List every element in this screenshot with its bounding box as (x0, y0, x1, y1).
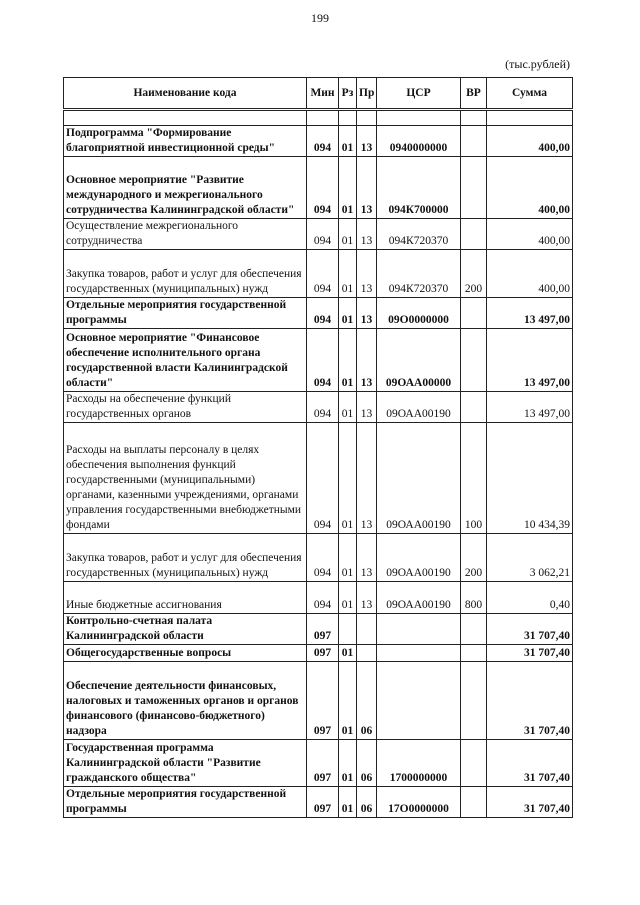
row-min: 097 (307, 740, 339, 787)
row-csr (377, 645, 461, 662)
row-pr (357, 614, 377, 645)
row-pr: 13 (357, 157, 377, 219)
row-sum: 13 497,00 (487, 392, 573, 423)
table-row (64, 126, 573, 157)
row-sum: 31 707,40 (487, 662, 573, 740)
header-pr: Пр (357, 78, 377, 110)
row-rz: 01 (339, 534, 357, 582)
header-vr: ВР (461, 78, 487, 110)
row-min: 094 (307, 250, 339, 298)
row-csr: 09ОАА00190 (377, 534, 461, 582)
spacer-row (64, 110, 573, 126)
row-vr (461, 740, 487, 787)
row-min: 094 (307, 534, 339, 582)
table-row (64, 645, 573, 662)
row-vr: 100 (461, 423, 487, 534)
row-rz: 01 (339, 329, 357, 392)
row-csr: 09ОАА00000 (377, 329, 461, 392)
row-csr (377, 662, 461, 740)
row-rz: 01 (339, 250, 357, 298)
row-min: 094 (307, 423, 339, 534)
row-sum: 10 434,39 (487, 423, 573, 534)
row-csr: 09ОАА00190 (377, 423, 461, 534)
table-row (64, 662, 573, 740)
row-name: Закупка товаров, работ и услуг для обеспечения государственных (муниципальных) нужд (64, 250, 307, 298)
row-rz: 01 (339, 157, 357, 219)
row-min: 094 (307, 298, 339, 329)
row-csr: 094К720370 (377, 219, 461, 250)
row-name: Основное мероприятие "Развитие международного и межрегионального сотрудничества Калининградской области" (64, 157, 307, 219)
table-row (64, 740, 573, 787)
table-row (64, 534, 573, 582)
table-row (64, 157, 573, 219)
row-csr: 0940000000 (377, 126, 461, 157)
row-sum: 31 707,40 (487, 614, 573, 645)
header-name: Наименование кода (64, 78, 307, 110)
row-pr: 06 (357, 787, 377, 818)
row-name: Осуществление межрегионального сотрудничества (64, 219, 307, 250)
row-rz: 01 (339, 645, 357, 662)
row-sum: 400,00 (487, 219, 573, 250)
row-sum: 31 707,40 (487, 787, 573, 818)
row-pr: 13 (357, 126, 377, 157)
row-rz: 01 (339, 662, 357, 740)
row-name: Закупка товаров, работ и услуг для обеспечения государственных (муниципальных) нужд (64, 534, 307, 582)
row-min: 097 (307, 662, 339, 740)
table-row (64, 787, 573, 818)
row-rz: 01 (339, 740, 357, 787)
table-row (64, 582, 573, 614)
header-csr: ЦСР (377, 78, 461, 110)
row-rz: 01 (339, 219, 357, 250)
table-header-row (64, 78, 573, 110)
page-number: 199 (311, 11, 329, 25)
row-vr: 200 (461, 250, 487, 298)
table-row (64, 219, 573, 250)
row-name: Основное мероприятие "Финансовое обеспечение исполнительного органа государственной власти Калининградской области" (64, 329, 307, 392)
row-sum: 400,00 (487, 126, 573, 157)
row-csr: 094К700000 (377, 157, 461, 219)
row-vr (461, 662, 487, 740)
header-rz: Рз (339, 78, 357, 110)
row-rz: 01 (339, 298, 357, 329)
row-min: 094 (307, 392, 339, 423)
row-name: Отдельные мероприятия государственной программы (64, 787, 307, 818)
row-name: Государственная программа Калининградской области "Развитие гражданского общества" (64, 740, 307, 787)
row-vr (461, 645, 487, 662)
row-name: Контрольно-счетная палата Калининградской области (64, 614, 307, 645)
row-csr (377, 614, 461, 645)
row-vr (461, 126, 487, 157)
row-vr (461, 219, 487, 250)
row-vr: 200 (461, 534, 487, 582)
row-vr (461, 157, 487, 219)
row-rz: 01 (339, 392, 357, 423)
header-min: Мин (307, 78, 339, 110)
row-pr: 06 (357, 662, 377, 740)
row-pr: 13 (357, 250, 377, 298)
row-name: Расходы на выплаты персоналу в целях обеспечения выполнения функций государственными (муниципальными) органами, казенными учреждениями, органами управления государственными внебюджетными фондами (64, 423, 307, 534)
table-row (64, 423, 573, 534)
row-name: Расходы на обеспечение функций государственных органов (64, 392, 307, 423)
row-sum: 31 707,40 (487, 740, 573, 787)
row-vr (461, 329, 487, 392)
row-pr: 13 (357, 329, 377, 392)
row-min: 097 (307, 787, 339, 818)
row-min: 094 (307, 126, 339, 157)
row-csr: 094К720370 (377, 250, 461, 298)
row-vr: 800 (461, 582, 487, 614)
row-pr (357, 645, 377, 662)
row-vr (461, 392, 487, 423)
row-csr: 1700000000 (377, 740, 461, 787)
row-csr: 17О0000000 (377, 787, 461, 818)
row-pr: 13 (357, 392, 377, 423)
table-row (64, 329, 573, 392)
row-pr: 06 (357, 740, 377, 787)
row-name: Обеспечение деятельности финансовых, налоговых и таможенных органов и органов финансового (финансово-бюджетного) надзора (64, 662, 307, 740)
row-sum: 400,00 (487, 250, 573, 298)
row-rz: 01 (339, 423, 357, 534)
row-name: Подпрограмма "Формирование благоприятной инвестиционной среды" (64, 126, 307, 157)
row-pr: 13 (357, 582, 377, 614)
row-rz (339, 614, 357, 645)
row-pr: 13 (357, 423, 377, 534)
row-vr (461, 787, 487, 818)
row-min: 094 (307, 329, 339, 392)
row-sum: 400,00 (487, 157, 573, 219)
row-min: 097 (307, 645, 339, 662)
table-row (64, 298, 573, 329)
header-sum: Сумма (487, 78, 573, 110)
row-min: 094 (307, 219, 339, 250)
row-name: Отдельные мероприятия государственной программы (64, 298, 307, 329)
row-rz: 01 (339, 787, 357, 818)
row-vr (461, 298, 487, 329)
row-pr: 13 (357, 219, 377, 250)
row-min: 094 (307, 582, 339, 614)
row-min: 097 (307, 614, 339, 645)
row-min: 094 (307, 157, 339, 219)
row-sum: 31 707,40 (487, 645, 573, 662)
row-csr: 09О0000000 (377, 298, 461, 329)
row-sum: 13 497,00 (487, 329, 573, 392)
row-name: Общегосударственные вопросы (64, 645, 307, 662)
row-pr: 13 (357, 534, 377, 582)
table-row (64, 614, 573, 645)
row-rz: 01 (339, 582, 357, 614)
row-sum: 0,40 (487, 582, 573, 614)
row-vr (461, 614, 487, 645)
table-row (64, 250, 573, 298)
row-sum: 13 497,00 (487, 298, 573, 329)
row-pr: 13 (357, 298, 377, 329)
row-name: Иные бюджетные ассигнования (64, 582, 307, 614)
row-sum: 3 062,21 (487, 534, 573, 582)
row-csr: 09ОАА00190 (377, 392, 461, 423)
row-csr: 09ОАА00190 (377, 582, 461, 614)
units-label: (тыс.рублей) (505, 57, 570, 71)
row-rz: 01 (339, 126, 357, 157)
budget-table (63, 77, 573, 818)
table-row (64, 392, 573, 423)
